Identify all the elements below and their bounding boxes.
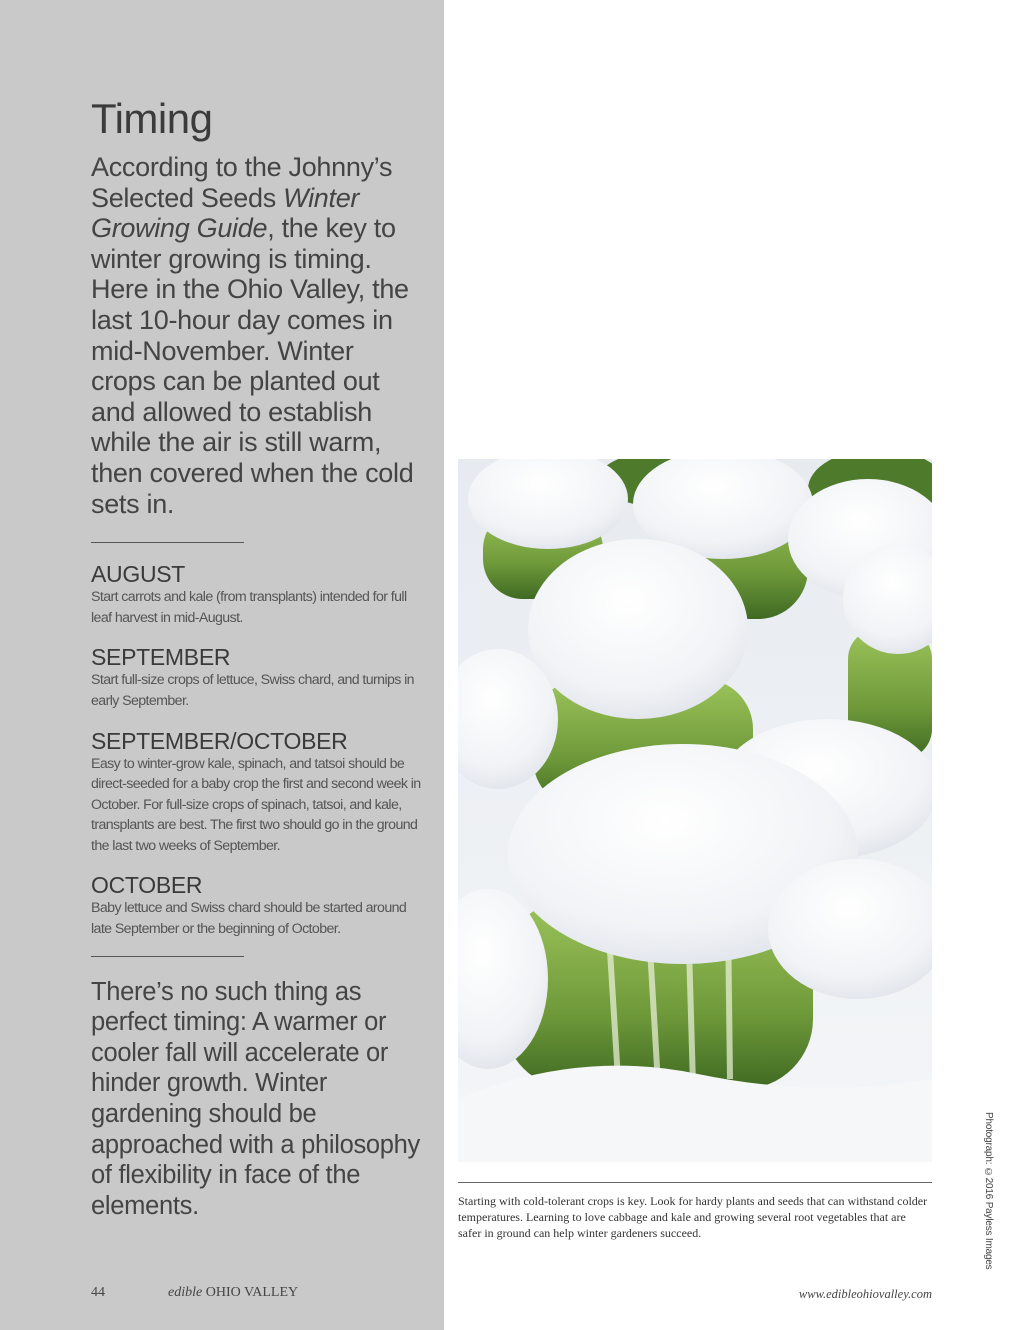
month-description: Start full-size crops of lettuce, Swiss chard, and turnips in early September. — [91, 672, 414, 709]
planting-schedule — [91, 561, 421, 940]
month-heading: SEPTEMBER — [91, 644, 231, 671]
sidebar-panel — [0, 0, 444, 1330]
schedule-item-september — [91, 644, 421, 711]
guide-title: Winter Growing Guide — [91, 182, 360, 244]
website-url: www.edibleohiovalley.com — [798, 1287, 932, 1301]
photo-caption: Starting with cold-tolerant crops is key. Look for hardy plants and seeds that can withstand colder temperatures. Learning to love cabbage and kale and growing several root vegetables that are safer in ground can help winter gardeners succeed. — [458, 1194, 928, 1240]
month-heading: AUGUST — [91, 561, 186, 588]
caption-divider — [458, 1182, 932, 1183]
schedule-item-september-october — [91, 728, 421, 857]
closing-paragraph: There’s no such thing as perfect timing: A warmer or cooler fall will accelerate or hinder growth. Winter gardening should be approached with a philosophy of flexibility in face of the elements. — [91, 977, 421, 1220]
divider — [91, 542, 244, 543]
section-title: Timing — [91, 95, 213, 142]
month-description: Easy to winter-grow kale, spinach, and tatsoi should be direct-seeded for a baby crop the first and second week in October. For full-size crops of spinach, tatsoi, and kale, transplants are best. The first two should go in the ground the last two weeks of September. — [91, 755, 421, 854]
schedule-item-october — [91, 872, 421, 939]
lead-text-part1: According to the Johnny’s Selected Seeds — [91, 152, 393, 213]
month-heading: SEPTEMBER/OCTOBER — [91, 727, 348, 754]
month-description: Baby lettuce and Swiss chard should be started around late September or the beginning of October. — [91, 900, 407, 938]
month-description: Start carrots and kale (from transplants) intended for full leaf harvest in mid-August. — [91, 589, 407, 626]
magazine-brand — [168, 1285, 298, 1301]
brand-rest: OHIO VALLEY — [202, 1285, 299, 1300]
sidebar-content — [91, 96, 421, 1221]
lead-text-part2: , the key to winter growing is timing. Here in the Ohio Valley, the last 10-hour day comes in mid-November. Winter crops can be planted out and allowed to establish while the air is still warm, then covered when the cold sets in. — [91, 213, 414, 519]
photo-credit: Photograph: ©2016 Payless Images — [983, 1112, 994, 1270]
lead-paragraph — [91, 152, 421, 519]
schedule-item-august — [91, 561, 421, 628]
divider — [91, 956, 244, 957]
snow-cabbage-photo — [458, 459, 932, 1162]
brand-italic: edible — [168, 1285, 203, 1300]
month-heading: OCTOBER — [91, 872, 203, 899]
page-number: 44 — [91, 1285, 105, 1300]
photo-illustration — [458, 459, 932, 1162]
